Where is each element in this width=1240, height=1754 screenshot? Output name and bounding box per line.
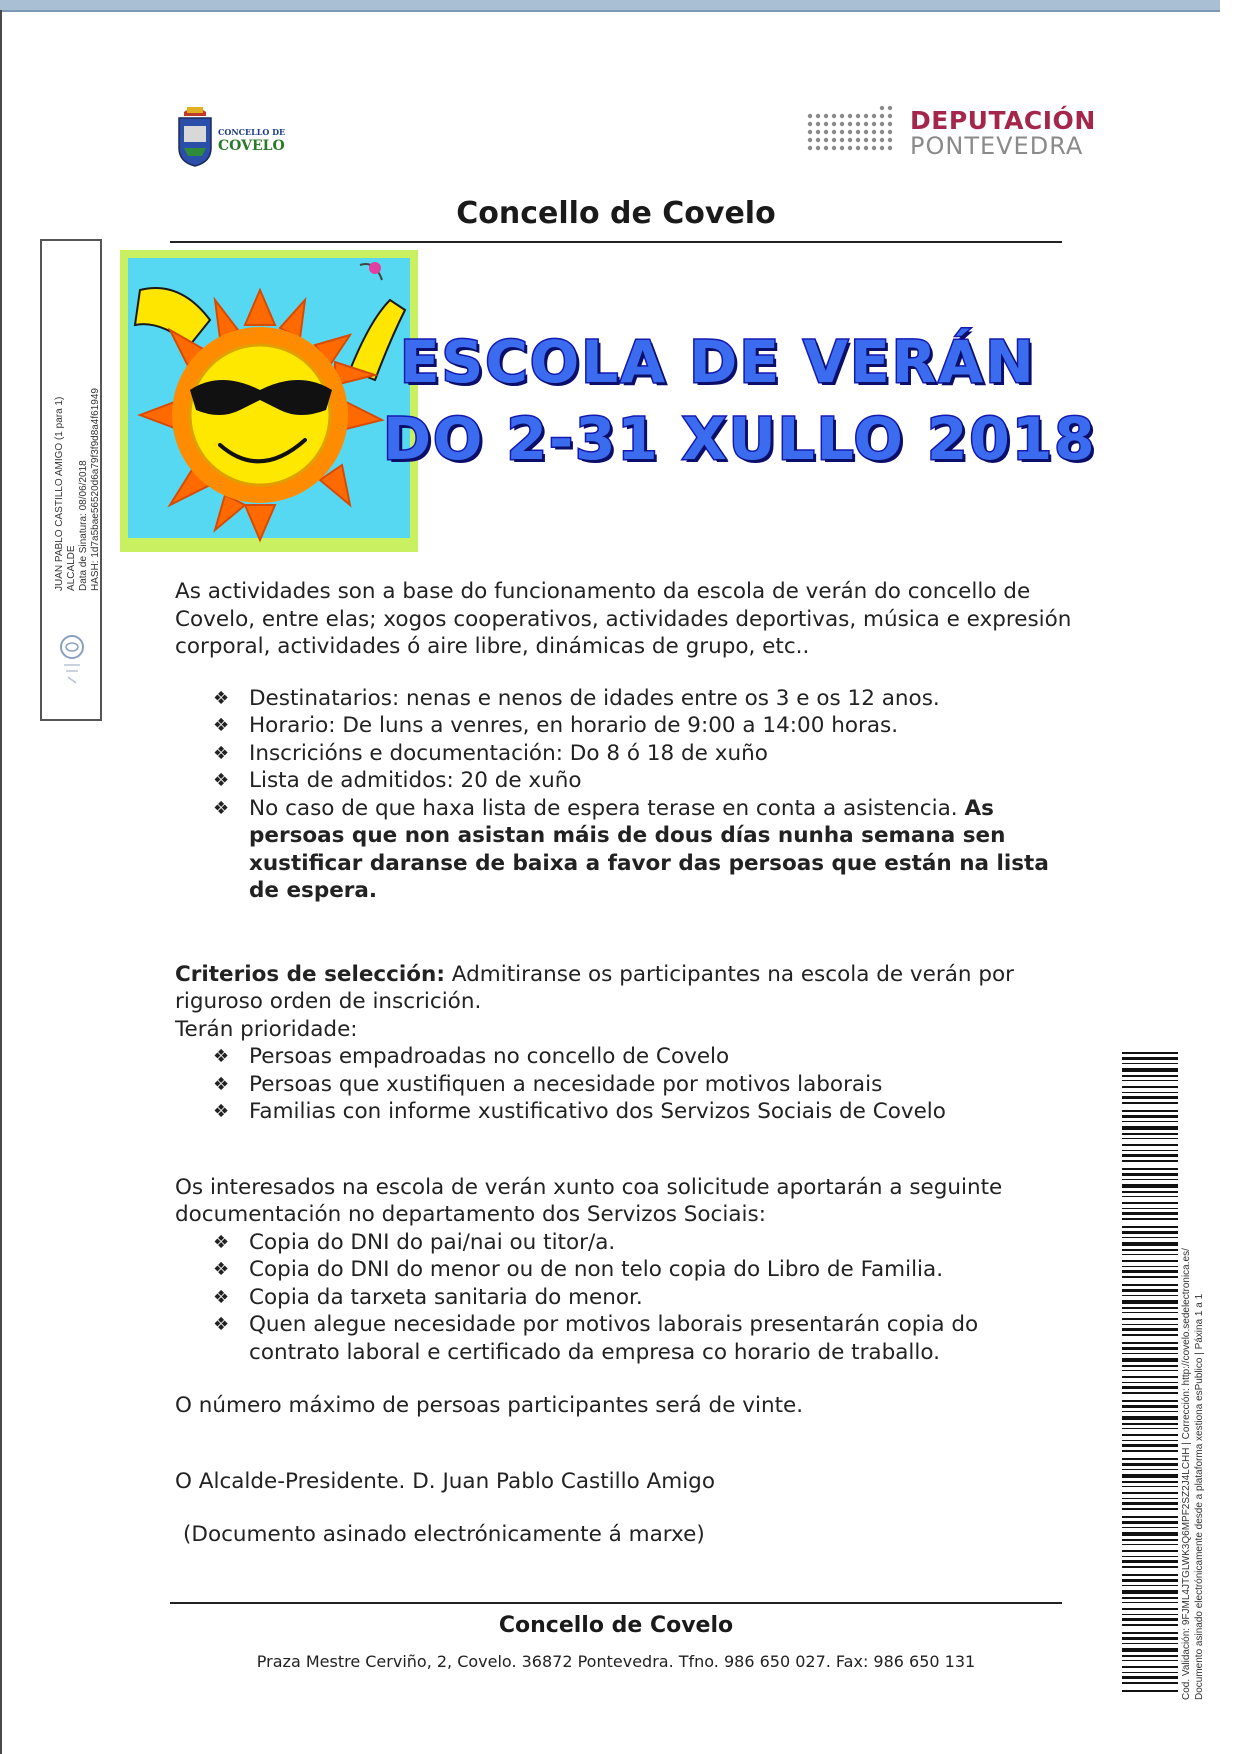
documentation-item-text: Copia do DNI do pai/nai ou titor/a. (249, 1229, 616, 1255)
headline-dates: DO 2-31 XULLO 2018 (383, 405, 1097, 473)
priority-label: Terán prioridade: (175, 1016, 358, 1042)
list-item (175, 1256, 1075, 1284)
bullet-icon: ❖ (213, 1101, 230, 1122)
max-participants-text: O número máximo de persoas participantes será de vinte. (175, 1393, 804, 1418)
stamp-line-1: JUAN PABLO CASTILLO AMIGO (1 para 1) (54, 396, 65, 591)
deputacion-logo (806, 104, 1096, 160)
headline-title: ESCOLA DE VERÁN (400, 328, 1036, 396)
documentation-list (175, 1229, 1075, 1367)
barcode-icon (1122, 1052, 1178, 1696)
deputacion-logo-line2: PONTEVEDRA (910, 132, 1084, 160)
bullet-icon: ❖ (213, 742, 230, 764)
document-body (175, 578, 1075, 1549)
bullet-icon: ❖ (213, 1286, 230, 1308)
list-item (175, 1071, 1075, 1099)
list-item (175, 1098, 1075, 1126)
waiting-list-text: No caso de que haxa lista de espera terase en conta a asistencia. (249, 795, 965, 821)
bullet-icon: ❖ (213, 770, 230, 791)
list-item (175, 1043, 1075, 1071)
seal-icon (54, 633, 90, 693)
page-title: Concello de Covelo (456, 196, 776, 231)
deputacion-logo-line1: DEPUTACIÓN (910, 106, 1096, 135)
documentation-item-text: Quen alegue necesidade por motivos laborais presentarán copia do contrato laboral e certificado da empresa co horario de traballo. (249, 1312, 979, 1365)
covelo-crest-icon (174, 104, 216, 170)
list-item (175, 795, 1075, 905)
bullet-icon: ❖ (213, 1314, 230, 1335)
signed-note: (Documento asinado electrónicamente á marxe) (183, 1522, 705, 1547)
footer-divider (170, 1602, 1062, 1604)
info-list (175, 685, 1075, 905)
info-item-text: Lista de admitidos: 20 de xuño (249, 768, 582, 793)
priority-list (175, 1043, 1075, 1126)
bullet-icon: ❖ (213, 1046, 230, 1067)
intro-paragraph: As actividades son a base do funcionamento da escola de verán do concello de Covelo, entre elas; xogos cooperativos, actividades deportivas, música e expresión corporal, actividades ó aire libre, dinámicas de grupo, etc.. (175, 579, 1072, 659)
list-item (175, 712, 1075, 740)
waiting-list-bold-text: As persoas que non asistan máis de dous días nunha semana sen xustificar daranse de baixa a favor das persoas que están na lista de espera. (249, 795, 1049, 903)
covelo-logo-line1: CONCELLO DE (218, 127, 286, 137)
bullet-icon: ❖ (213, 687, 230, 709)
priority-item-text: Familias con informe xustificativo dos Servizos Sociais de Covelo (249, 1099, 946, 1124)
bullet-icon: ❖ (213, 797, 230, 819)
bullet-icon: ❖ (213, 1073, 230, 1095)
barcode-caption (1180, 1080, 1206, 1700)
deputacion-dots-icon (806, 106, 900, 156)
signature-stamp (40, 239, 102, 721)
list-item (175, 740, 1075, 768)
info-item-text: Horario: De luns a venres, en horario de 9:00 a 14:00 horas. (249, 713, 899, 738)
info-item-text: Destinatarios: nenas e nenos de idades entre os 3 e os 12 anos. (249, 685, 940, 711)
priority-item-text: Persoas que xustifiquen a necesidade por motivos laborais (249, 1071, 883, 1097)
top-border (0, 0, 1220, 12)
bullet-icon: ❖ (213, 715, 230, 736)
stamp-line-4: HASH: 1d7a5bae56520d6a79f3f9d8a4f61949 (90, 388, 101, 591)
signature-line: O Alcalde-Presidente. D. Juan Pablo Castillo Amigo (175, 1468, 715, 1494)
covelo-logo (174, 104, 304, 174)
list-item (175, 1229, 1075, 1257)
list-item (175, 1284, 1075, 1312)
criteria-label: Criterios de selección: (175, 961, 445, 987)
stamp-line-3: Data de Sinatura: 08/06/2018 (78, 460, 89, 591)
left-border (0, 10, 2, 1754)
documentation-item-text: Copia do DNI do menor ou de non telo copia do Libro de Familia. (249, 1257, 944, 1282)
header-divider (170, 241, 1062, 243)
bullet-icon: ❖ (213, 1231, 230, 1253)
criteria-text: Admitiranse os participantes na escola de verán por riguroso orden de inscrición. (175, 961, 1014, 1014)
list-item (175, 767, 1075, 795)
covelo-logo-line2: COVELO (218, 138, 285, 154)
footer-address: Praza Mestre Cerviño, 2, Covelo. 36872 Pontevedra. Tfno. 986 650 027. Fax: 986 650 131 (256, 1652, 976, 1671)
stamp-line-2: ALCALDE (66, 545, 77, 591)
barcode-caption-line-1: Cod. Validación: 9FJML4JTGLWK3Q6MPF2SZ2J4LCHH | Corrección: http://covelo.sedelectronica.es/ (1181, 1248, 1192, 1700)
signature-stamp-text (54, 251, 102, 591)
list-item (175, 1311, 1075, 1366)
barcode-caption-line-2: Documento asinado electrónicamente desde a plataforma xestiona esPublico | Páxina 1 a 1 (1194, 1293, 1205, 1700)
documentation-item-text: Copia da tarxeta sanitaria do menor. (249, 1284, 643, 1310)
info-item-text: Inscricións e documentación: Do 8 ó 18 de xuño (249, 740, 768, 766)
sun-illustration (120, 250, 418, 552)
priority-item-text: Persoas empadroadas no concello de Covelo (249, 1044, 730, 1069)
bullet-icon: ❖ (213, 1259, 230, 1280)
documentation-intro: Os interesados na escola de verán xunto coa solicitude aportarán a seguinte documentación no departamento dos Servizos Sociais: (175, 1174, 1003, 1227)
criteria-paragraph (175, 961, 1075, 1016)
footer-title: Concello de Covelo (498, 1613, 734, 1638)
list-item (175, 685, 1075, 713)
